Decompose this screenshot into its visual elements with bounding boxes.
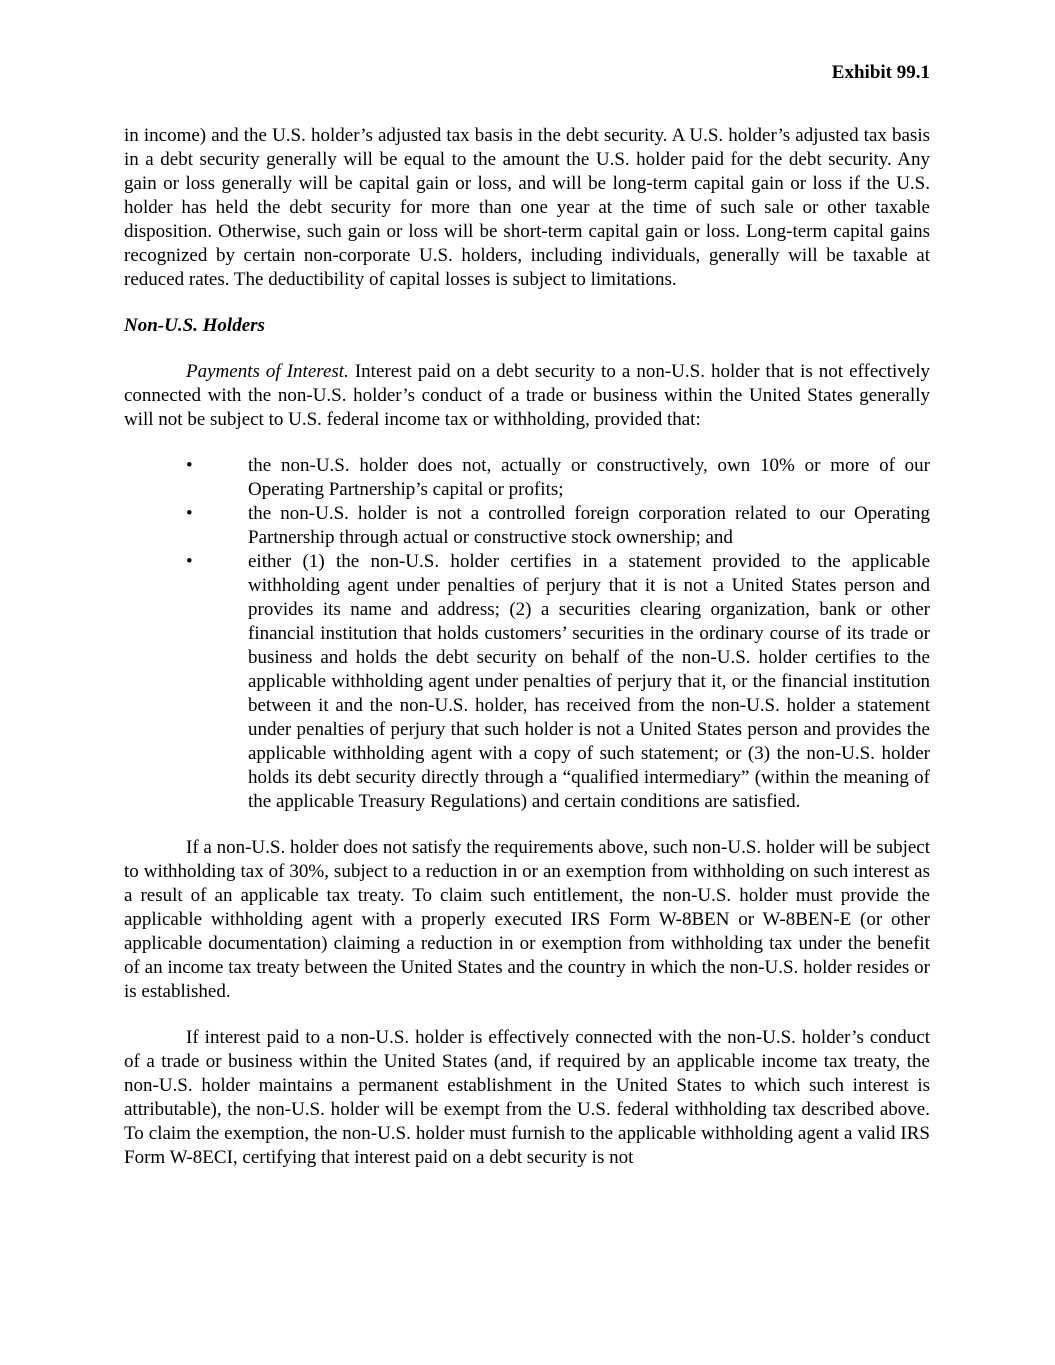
withholding-requirements-paragraph: If a non-U.S. holder does not satisfy the requirements above, such non-U.S. holder will be subject to withholding tax of 30%, subject to a reduction in or an exemption from withholding on such interest as a result of an applicable tax treaty. To claim such entitlement, the non-U.S. holder must provide the applicable withholding agent with a properly executed IRS Form W-8BEN or W-8BEN-E (or other applicable documentation) claiming a reduction in or exemption from withholding tax under the benefit of an income tax treaty between the United States and the country in which the non-U.S. holder resides or is established. — [124, 837, 931, 1002]
section-heading: Non-U.S. Holders — [124, 315, 265, 336]
bullet-icon: • — [186, 455, 193, 476]
bullet-icon: • — [186, 551, 193, 572]
list-item — [124, 550, 930, 814]
exhibit-label: Exhibit 99.1 — [831, 62, 930, 83]
list-item — [124, 454, 930, 502]
list-item-text: the non-U.S. holder does not, actually or constructively, own 10% or more of our Operating Partnership’s capital or profits; — [248, 455, 930, 500]
payments-of-interest-text: Interest paid on a debt security to a non-U.S. holder that is not effectively connected with the non-U.S. holder’s conduct of a trade or business within the United States generally will not be subject to U.S. federal income tax or withholding, provided that: — [124, 361, 930, 430]
payments-of-interest-lead-in: Payments of Interest. — [186, 361, 349, 382]
effectively-connected-paragraph: If interest paid to a non-U.S. holder is effectively connected with the non-U.S. holder’s conduct of a trade or business within the United States (and, if required by an applicable income tax treaty, the non-U.S. holder maintains a permanent establishment in the United States to which such interest is attributable), the non-U.S. holder will be exempt from the U.S. federal withholding tax described above. To claim the exemption, the non-U.S. holder must furnish to the applicable withholding agent a valid IRS Form W-8ECI, certifying that interest paid on a debt security is not — [124, 1027, 930, 1168]
document-body — [124, 124, 930, 1170]
payments-of-interest-paragraph — [124, 360, 930, 432]
list-item — [124, 502, 930, 550]
list-item-text: the non-U.S. holder is not a controlled foreign corporation related to our Operating Partnership through actual or constructive stock ownership; and — [248, 503, 930, 548]
conditions-list — [124, 454, 930, 814]
continuation-paragraph: in income) and the U.S. holder’s adjusted tax basis in the debt security. A U.S. holder’s adjusted tax basis in a debt security generally will be equal to the amount the U.S. holder paid for the debt security. Any gain or loss generally will be capital gain or loss, and will be long-term capital gain or loss if the U.S. holder has held the debt security for more than one year at the time of such sale or other taxable disposition. Otherwise, such gain or loss will be short-term capital gain or loss. Long-term capital gains recognized by certain non-corporate U.S. holders, including individuals, generally will be taxable at reduced rates. The deductibility of capital losses is subject to limitations. — [124, 125, 930, 290]
list-item-text: either (1) the non-U.S. holder certifies in a statement provided to the applicable withholding agent under penalties of perjury that it is not a United States person and provides its name and address; (2) a securities clearing organization, bank or other financial institution that holds customers’ securities in the ordinary course of its trade or business and holds the debt security on behalf of the non-U.S. holder certifies to the applicable withholding agent under penalties of perjury that it, or the financial institution between it and the non-U.S. holder, has received from the non-U.S. holder a statement under penalties of perjury that such holder is not a United States person and provides the applicable withholding agent with a copy of such statement; or (3) the non-U.S. holder holds its debt security directly through a “qualified intermediary” (within the meaning of the applicable Treasury Regulations) and certain conditions are satisfied. — [248, 551, 930, 812]
bullet-icon: • — [186, 503, 193, 524]
